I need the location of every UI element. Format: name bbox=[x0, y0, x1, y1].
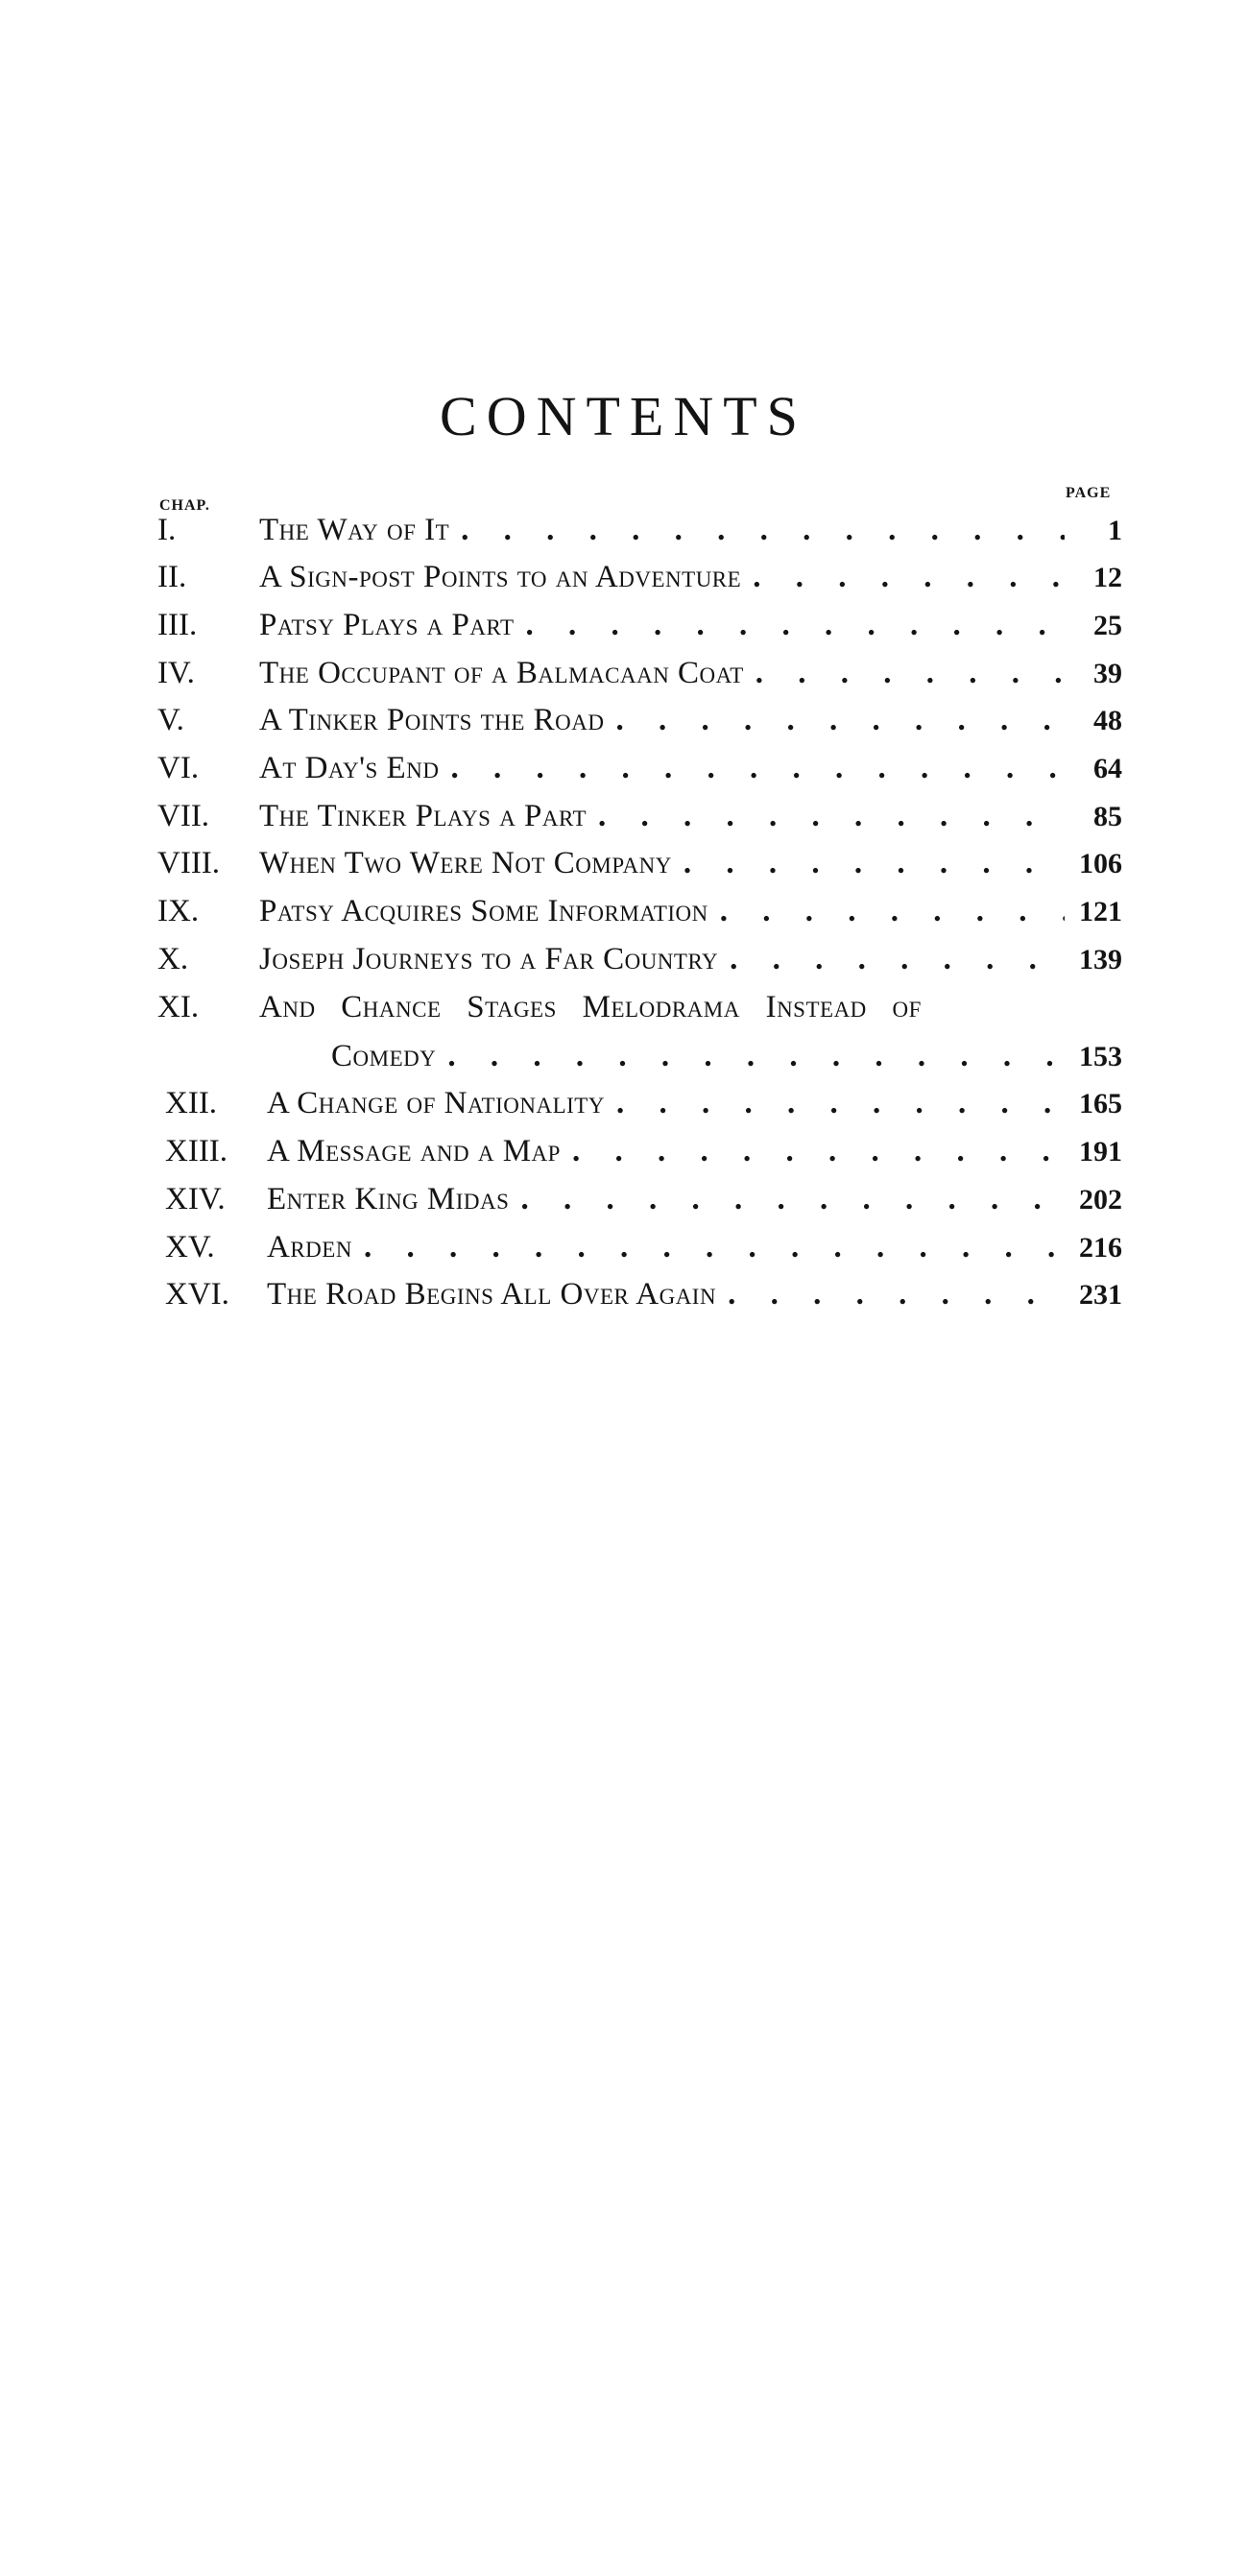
dot-leader bbox=[598, 792, 1065, 840]
toc-entry bbox=[267, 1127, 1122, 1175]
toc-row bbox=[0, 983, 1247, 1031]
toc-entry bbox=[259, 744, 1122, 792]
dot-leader bbox=[730, 935, 1065, 983]
page-number: 12 bbox=[1093, 562, 1122, 593]
toc-entry bbox=[267, 1270, 1122, 1318]
chapter-number: VI. bbox=[157, 751, 200, 785]
page-number: 121 bbox=[1079, 896, 1122, 927]
toc-entry bbox=[259, 506, 1122, 554]
toc-entry bbox=[259, 696, 1122, 744]
chapter-number: X. bbox=[157, 942, 189, 976]
toc-row bbox=[0, 553, 1247, 601]
dot-leader bbox=[447, 1032, 1065, 1080]
chapter-title: And Chance Stages Melodrama Instead of bbox=[259, 990, 922, 1024]
chapter-number: XII. bbox=[165, 1086, 218, 1120]
toc-entry bbox=[259, 887, 1122, 935]
page-number: 231 bbox=[1079, 1279, 1122, 1311]
dot-leader bbox=[616, 1079, 1065, 1127]
page-number: 64 bbox=[1093, 753, 1122, 784]
toc-row bbox=[0, 1127, 1247, 1175]
dot-leader bbox=[450, 744, 1065, 792]
toc-entry bbox=[259, 983, 1122, 1031]
chapter-title: The Tinker Plays a Part bbox=[259, 799, 588, 833]
chapter-title: The Way of It bbox=[259, 513, 450, 547]
page-number: 39 bbox=[1093, 658, 1122, 689]
dot-leader bbox=[728, 1270, 1065, 1318]
dot-leader bbox=[526, 601, 1066, 649]
toc-row bbox=[0, 839, 1247, 887]
chapter-number: XV. bbox=[165, 1230, 215, 1264]
chapter-title: A Sign-post Points to an Adventure bbox=[259, 560, 742, 594]
chapter-title: A Tinker Points the Road bbox=[259, 703, 605, 737]
chapter-title: At Day's End bbox=[259, 751, 440, 785]
page-number: 202 bbox=[1079, 1184, 1122, 1216]
chapter-number: V. bbox=[157, 703, 184, 737]
chapter-title: When Two Were Not Company bbox=[259, 846, 672, 880]
page-number: 106 bbox=[1079, 848, 1122, 879]
dot-leader bbox=[753, 553, 1065, 601]
toc-entry bbox=[259, 649, 1122, 697]
chapter-number: XIII. bbox=[165, 1134, 228, 1168]
chapter-number: IX. bbox=[157, 894, 200, 928]
chapter-column-label: CHAP. bbox=[159, 497, 210, 514]
chapter-number: IV. bbox=[157, 656, 195, 690]
chapter-number: VIII. bbox=[157, 846, 221, 880]
toc-row bbox=[0, 1079, 1247, 1127]
page-number: 48 bbox=[1093, 705, 1122, 736]
chapter-number: I. bbox=[157, 513, 177, 547]
dot-leader bbox=[364, 1223, 1065, 1271]
toc-entry bbox=[259, 935, 1122, 983]
toc-row bbox=[0, 887, 1247, 935]
chapter-title: A Change of Nationality bbox=[267, 1086, 605, 1120]
page-number: 191 bbox=[1079, 1136, 1122, 1168]
chapter-title: Patsy Plays a Part bbox=[259, 608, 515, 642]
toc-row bbox=[0, 1270, 1247, 1318]
dot-leader bbox=[572, 1127, 1065, 1175]
toc-entry bbox=[259, 792, 1122, 840]
chapter-title: The Road Begins All Over Again bbox=[267, 1277, 717, 1312]
dot-leader bbox=[461, 506, 1065, 554]
chapter-number: XIV. bbox=[165, 1182, 226, 1216]
chapter-title: Arden bbox=[267, 1230, 352, 1264]
dot-leader bbox=[720, 887, 1065, 935]
chapter-title: Joseph Journeys to a Far Country bbox=[259, 942, 719, 976]
toc-row bbox=[0, 506, 1247, 554]
chapter-title: The Occupant of a Balmacaan Coat bbox=[259, 656, 744, 690]
toc-entry bbox=[267, 1223, 1122, 1271]
page-number: 1 bbox=[1108, 515, 1122, 546]
chapter-number: VII. bbox=[157, 799, 210, 833]
chapter-title-continuation: Comedy bbox=[331, 1039, 437, 1073]
dot-leader bbox=[615, 696, 1065, 744]
dot-leader bbox=[755, 649, 1065, 697]
toc-row bbox=[0, 1223, 1247, 1271]
chapter-number: XI. bbox=[157, 990, 200, 1024]
page-number: 85 bbox=[1093, 801, 1122, 832]
chapter-number: II. bbox=[157, 560, 187, 594]
toc-entry bbox=[259, 553, 1122, 601]
toc-entry bbox=[259, 601, 1122, 649]
toc-row-continuation bbox=[0, 1032, 1247, 1080]
toc-row bbox=[0, 1175, 1247, 1223]
toc-entry bbox=[331, 1032, 1122, 1080]
dot-leader bbox=[683, 839, 1065, 887]
toc-row bbox=[0, 696, 1247, 744]
page-number: 216 bbox=[1079, 1232, 1122, 1264]
toc-row bbox=[0, 744, 1247, 792]
toc-entry bbox=[267, 1079, 1122, 1127]
page-number: 139 bbox=[1079, 944, 1122, 975]
toc-entry bbox=[267, 1175, 1122, 1223]
dot-leader bbox=[520, 1175, 1065, 1223]
page-number: 165 bbox=[1079, 1088, 1122, 1119]
chapter-title: A Message and a Map bbox=[267, 1134, 561, 1168]
page-column-label: PAGE bbox=[1066, 485, 1112, 501]
toc-row bbox=[0, 601, 1247, 649]
chapter-title: Patsy Acquires Some Information bbox=[259, 894, 708, 928]
contents-heading: CONTENTS bbox=[440, 385, 807, 447]
page-number: 153 bbox=[1079, 1041, 1122, 1072]
toc-row bbox=[0, 935, 1247, 983]
chapter-title: Enter King Midas bbox=[267, 1182, 510, 1216]
toc-entry bbox=[259, 839, 1122, 887]
toc-row bbox=[0, 792, 1247, 840]
chapter-number: III. bbox=[157, 608, 198, 642]
toc-row bbox=[0, 649, 1247, 697]
page-number: 25 bbox=[1093, 610, 1122, 641]
chapter-number: XVI. bbox=[165, 1277, 229, 1312]
